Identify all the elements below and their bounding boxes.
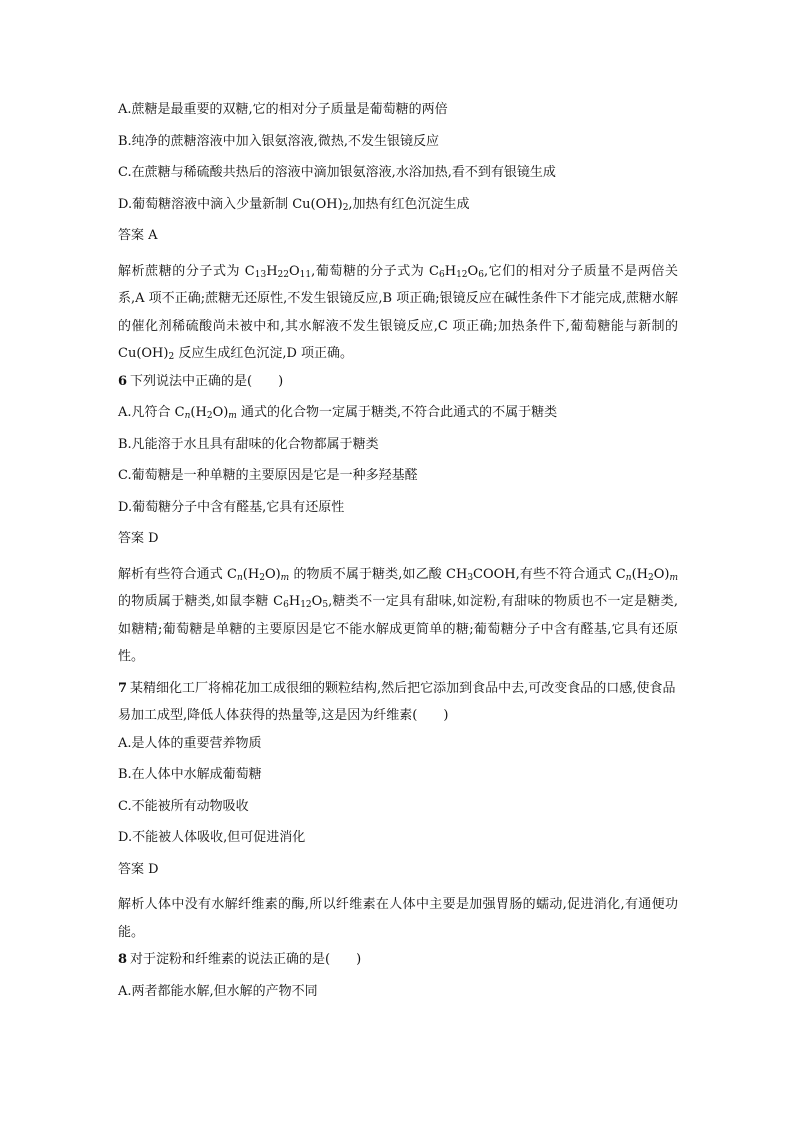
q7-answer: 答案 D <box>118 861 159 877</box>
q6-option-b: B.凡能溶于水且具有甜味的化合物都属于糖类 <box>118 436 379 452</box>
q7-stem: 7 某精细化工厂将棉花加工成很细的颗粒结构,然后把它添加到食品中去,可改变食品的口感,使食品易加工成型,降低人体获得的热量等,这是因为纤维素( ) <box>118 680 676 723</box>
q5-option-c: C.在蔗糖与稀硫酸共热后的溶液中滴加银氨溶液,水浴加热,看不到有银镜生成 <box>118 165 556 180</box>
q6-option-c: C.葡萄糖是一种单糖的主要原因是它是一种多羟基醛 <box>118 468 418 483</box>
q6-option-a: A.凡符合 $C_n(H_2O)_m$ 通式的化合物一定属于糖类,不符合此通式的不属于糖类 <box>118 405 558 421</box>
q6-number: 6 <box>118 373 128 389</box>
q8-number: 8 <box>118 952 128 967</box>
q7-option-d: D.不能被人体吸收,但可促进消化 <box>118 830 306 845</box>
q5-option-d: D.葡萄糖溶液中滴入少量新制 $Cu(OH)_2$,加热有红色沉淀生成 <box>118 196 470 213</box>
q7-option-a: A.是人体的重要营养物质 <box>118 735 262 751</box>
q7-option-b: B.在人体中水解成葡萄糖 <box>118 767 262 782</box>
q5-option-a: A.蔗糖是最重要的双糖,它的相对分子质量是葡萄糖的两倍 <box>118 102 448 117</box>
q6-stem: 6 下列说法中正确的是( ) <box>118 373 284 389</box>
q8-option-a: A.两者都能水解,但水解的产物不同 <box>118 983 318 999</box>
q6-answer: 答案 D <box>118 531 159 546</box>
q8-stem: 8 对于淀粉和纤维素的说法正确的是( ) <box>118 952 362 967</box>
q6-option-d: D.葡萄糖分子中含有醛基,它具有还原性 <box>118 499 345 515</box>
q7-explanation: 解析人体中没有水解纤维素的酶,所以纤维素在人体中主要是加强胃肠的蠕动,促进消化,有通便功能。 <box>118 897 678 940</box>
q5-explanation: 解析蔗糖的分子式为 $C_{13}H_{22}O_{11}$,葡萄糖的分子式为 $C_6H_{12}O_6$,它们的相对分子质量不是两倍关系,A 项不正确;蔗糖无还原性,不发生银镜反应,B 项正确;银镜反应在碱性条件下才能完成,蔗糖水解的催化剂稀硫酸尚未被中和,其水解液不发生银镜反应,C 项正确;加热条件下,葡萄糖能与新制的 $Cu(OH)_2$ 反应生成红色沉淀,D 项正确。 <box>118 263 678 362</box>
q5-answer: 答案 A <box>118 228 158 243</box>
document-page <box>118 100 678 1013</box>
q7-option-c: C.不能被所有动物吸收 <box>118 798 249 814</box>
q5-option-b: B.纯净的蔗糖溶液中加入银氨溶液,微热,不发生银镜反应 <box>118 133 439 149</box>
q6-explanation: 解析有些符合通式 $C_n(H_2O)_m$ 的物质不属于糖类,如乙酸 $CH_3COOH$,有些不符合通式 $C_n(H_2O)_m$ 的物质属于糖类,如鼠李糖 $C_6H_{12}O_5$,糖类不一定具有甜味,如淀粉,有甜味的物质也不一定是糖类,如糖精;葡萄糖是单糖的主要原因是它不能水解成更简单的糖;葡萄糖分子中含有醛基,它具有还原性。 <box>118 566 679 664</box>
q7-number: 7 <box>118 680 128 696</box>
